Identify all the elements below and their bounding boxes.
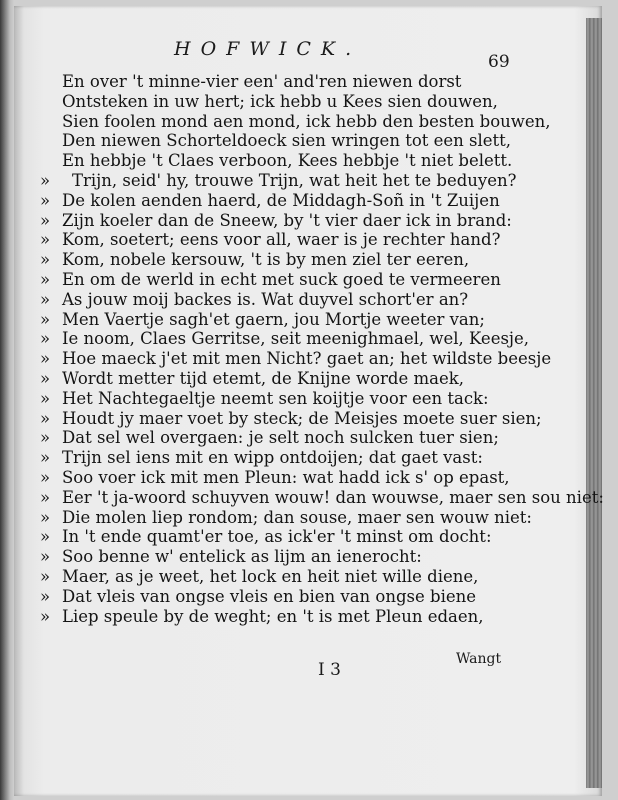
quote-mark: »	[40, 329, 51, 349]
running-head: HOFWICK.	[174, 38, 362, 60]
verse-line-text: Liep speule by de weght; en 't is met Pleun edaen,	[62, 606, 484, 626]
verse-line-text: Hoe maeck j'et mit men Nicht? gaet an; het wildste beesje	[62, 349, 552, 369]
quote-mark: »	[40, 566, 51, 586]
verse-line	[40, 487, 604, 508]
verse-line	[40, 230, 560, 250]
verse-line	[40, 468, 560, 488]
verse-line-text: As jouw moij backes is. Wat duyvel schort'er an?	[62, 289, 469, 309]
verse-line	[40, 131, 560, 151]
quote-mark: »	[40, 190, 51, 210]
verse-line	[40, 191, 560, 211]
verse-line-text: Die molen liep rondom; dan souse, maer sen wouw niet:	[62, 507, 532, 527]
verse-line	[40, 389, 560, 409]
verse-line-text: Zijn koeler dan de Sneew, by 't vier daer ick in brand:	[62, 210, 512, 230]
verse-line-text: Soo benne w' entelick as lijm an ienerocht:	[62, 547, 422, 567]
quote-mark: »	[40, 507, 51, 527]
page-number: 69	[488, 52, 510, 72]
quote-mark: »	[40, 428, 51, 448]
quote-mark: »	[40, 388, 51, 408]
verse-line	[40, 171, 560, 191]
verse-line-text: En over 't minne-vier een' and'ren niewen dorst	[62, 72, 462, 91]
verse-line	[40, 547, 560, 567]
quote-mark: »	[40, 527, 51, 547]
verse-line	[40, 329, 560, 349]
verse-line	[40, 567, 560, 587]
verse-line-text: Kom, nobele kersouw, 't is by men ziel ter eeren,	[62, 250, 470, 270]
verse-line	[40, 112, 560, 132]
verse-line	[40, 349, 560, 369]
quote-mark: »	[40, 309, 51, 329]
quote-mark: »	[40, 368, 51, 388]
signature-mark: I 3	[318, 660, 341, 680]
verse-line-text: Trijn sel iens mit en wipp ontdoijen; dat gaet vast:	[62, 448, 483, 468]
verse-line	[40, 587, 560, 607]
verse-line	[40, 151, 560, 171]
verse-line-text: Den niewen Schorteldoeck sien wringen tot een slett,	[62, 131, 512, 151]
verse-line	[40, 409, 560, 429]
verse-line	[40, 428, 560, 448]
verse-line	[40, 607, 560, 627]
verse-line-text: Ie noom, Claes Gerritse, seit meenighmael, wel, Keesje,	[62, 329, 530, 349]
verse-line	[40, 310, 560, 330]
verse-line-text: Soo voer ick mit men Pleun: wat hadd ick s' op epast,	[62, 467, 510, 487]
verse-line	[40, 72, 560, 92]
verse-line-text: Kom, soetert; eens voor all, waer is je rechter hand?	[62, 230, 501, 250]
catchword: Wangt	[456, 651, 502, 667]
quote-mark: »	[40, 289, 51, 309]
quote-mark: »	[40, 586, 51, 606]
verse-line-text: Dat sel wel overgaen: je selt noch sulcken tuer sien;	[62, 428, 499, 448]
quote-mark: »	[40, 606, 51, 626]
verse-line-text: In 't ende quamt'er toe, as ick'er 't minst om docht:	[62, 527, 492, 547]
verse-line	[40, 92, 560, 112]
page-edge-shadow	[586, 18, 602, 788]
verse-line-text: En om de werld in echt met suck goed te vermeeren	[62, 269, 501, 289]
quote-mark: »	[40, 547, 51, 567]
quote-mark: »	[40, 269, 51, 289]
verse-line-text: Ontsteken in uw hert; ick hebb u Kees sien douwen,	[62, 91, 498, 111]
verse-line	[40, 290, 560, 310]
quote-mark: »	[40, 467, 51, 487]
quote-mark: »	[40, 408, 51, 428]
verse-line-text: Dat vleis van ongse vleis en bien van ongse biene	[62, 586, 477, 606]
verse-block	[40, 72, 604, 626]
quote-mark: »	[40, 487, 51, 507]
verse-line	[40, 508, 560, 528]
verse-line-text: En hebbje 't Claes verboon, Kees hebbje 't niet belett.	[62, 151, 513, 171]
verse-line	[40, 448, 560, 468]
verse-line-text: Het Nachtegaeltje neemt sen koijtje voor een tack:	[62, 388, 489, 408]
verse-line	[40, 527, 560, 547]
verse-line-text: Wordt metter tijd etemt, de Knijne worde maek,	[62, 368, 464, 388]
verse-line-text: Trijn, seid' hy, trouwe Trijn, wat heit het te beduyen?	[72, 170, 517, 190]
verse-line-text: Men Vaertje sagh'et gaern, jou Mortje weeter van;	[62, 309, 485, 329]
verse-line	[40, 250, 560, 270]
quote-mark: »	[40, 210, 51, 230]
quote-mark: »	[40, 448, 51, 468]
verse-line-text: De kolen aenden haerd, de Middagh-Soñ in 't Zuijen	[62, 190, 500, 210]
verse-line-text: Houdt jy maer voet by steck; de Meisjes moete suer sien;	[62, 408, 542, 428]
verse-line-text: Sien foolen mond aen mond, ick hebb den besten bouwen,	[62, 111, 551, 131]
verse-line-text: Maer, as je weet, het lock en heit niet wille diene,	[62, 566, 479, 586]
quote-mark: »	[40, 349, 51, 369]
verse-line	[40, 369, 560, 389]
verse-line	[40, 211, 560, 231]
quote-mark: »	[40, 250, 51, 270]
verse-line-text: Eer 't ja-woord schuyven wouw! dan wouwse, maer sen sou niet:	[62, 487, 604, 507]
quote-mark: »	[40, 230, 51, 250]
quote-mark: »	[40, 170, 51, 190]
verse-line	[40, 270, 560, 290]
